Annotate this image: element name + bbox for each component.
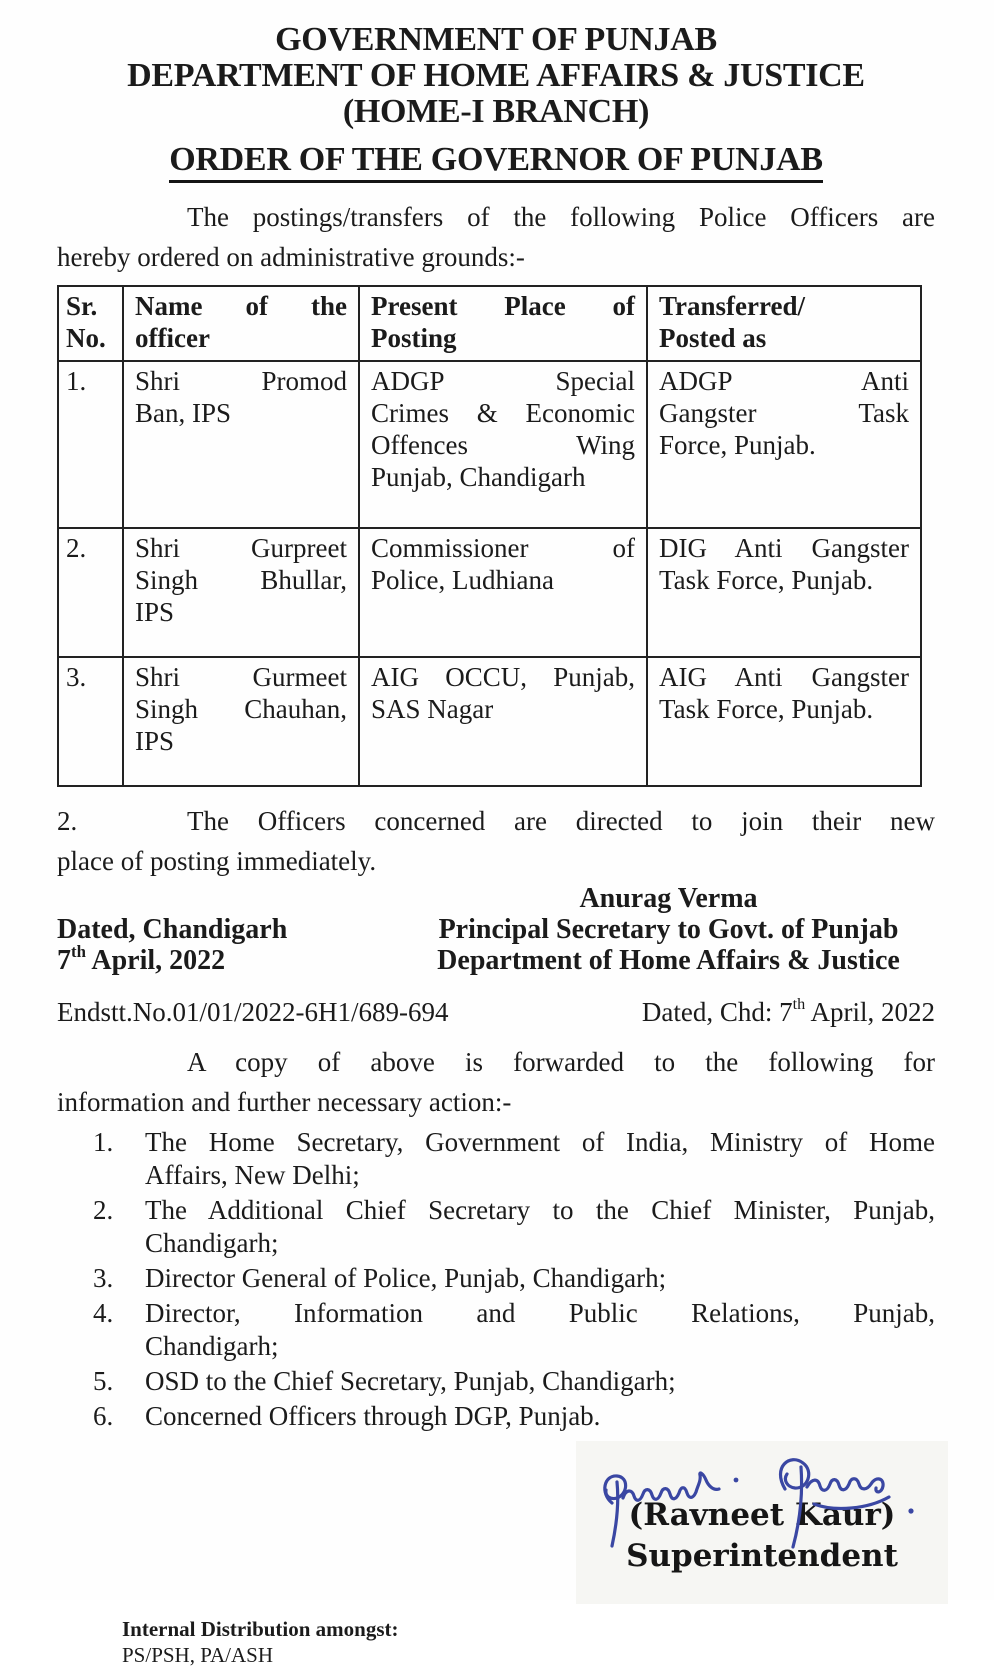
text-line: No. <box>66 323 106 353</box>
table-row <box>58 657 921 786</box>
footer-heading: Internal Distribution amongst: <box>122 1617 399 1641</box>
text-line: Singh Bhullar, <box>135 565 347 595</box>
text-line: Task Force, Punjab. <box>659 694 874 724</box>
item-text <box>145 1365 935 1398</box>
intro-paragraph <box>57 197 935 277</box>
cell-present-posting <box>359 361 647 528</box>
header-officer-name <box>123 286 359 361</box>
text-line: The Officers concerned are directed to join their new <box>187 806 935 836</box>
item-text <box>145 1297 935 1363</box>
text-line: The Home Secretary, Government of India, Ministry of Home <box>145 1127 935 1157</box>
text-line: The Additional Chief Secretary to the Chief Minister, Punjab, <box>145 1195 935 1225</box>
text-line: Singh Chauhan, <box>135 694 347 724</box>
distribution-item <box>57 1126 935 1192</box>
endorsement-date: Dated, Chd: 7th April, 2022 <box>641 995 935 1027</box>
text-line: place of posting immediately. <box>57 846 377 876</box>
paragraph-number: 2. <box>57 806 78 836</box>
text-line: Chandigarh; <box>145 1331 279 1361</box>
text-line: Posting <box>371 323 457 353</box>
signature-designation: Superintendent <box>626 1538 898 1574</box>
text-line: Force, Punjab. <box>659 430 816 460</box>
letterhead <box>57 22 935 130</box>
cell-present-posting <box>359 528 647 657</box>
text-line: ADGP Special <box>371 366 635 396</box>
text-line: AIG Anti Gangster <box>659 662 909 692</box>
cell-sr: 2. <box>58 528 123 657</box>
cell-officer-name <box>123 528 359 657</box>
text-line: IPS <box>135 726 175 756</box>
item-text <box>145 1126 935 1192</box>
item-text <box>145 1400 935 1433</box>
signatory-department: Department of Home Affairs & Justice <box>437 945 900 976</box>
item-text <box>145 1262 935 1295</box>
table-header-row <box>58 286 921 361</box>
text-line: OSD to the Chief Secretary, Punjab, Chandigarh; <box>145 1366 676 1396</box>
header-transferred <box>647 286 921 361</box>
text-line: hereby ordered on administrative grounds:- <box>57 242 525 272</box>
footer <box>122 1616 935 1668</box>
item-number: 2. <box>93 1195 114 1225</box>
signatory-name: Anurag Verma <box>579 883 758 914</box>
cell-officer-name <box>123 361 359 528</box>
distribution-item <box>57 1400 935 1433</box>
text-line: ADGP Anti <box>659 366 909 396</box>
distribution-item <box>57 1262 935 1295</box>
header-present-posting <box>359 286 647 361</box>
footer-text: PS/PSH, PA/ASH <box>122 1643 273 1667</box>
signature-image <box>576 1441 948 1604</box>
header-sr-no <box>58 286 123 361</box>
letterhead-line-government: GOVERNMENT OF PUNJAB <box>275 21 717 58</box>
text-line: Police, Ludhiana <box>371 565 554 595</box>
text-line: AIG OCCU, Punjab, <box>371 662 635 692</box>
text-line: Shri Promod <box>135 366 347 396</box>
text-line: Shri Gurmeet <box>135 662 347 692</box>
distribution-item <box>57 1297 935 1363</box>
text-line: Chandigarh; <box>145 1228 279 1258</box>
text-line: Gangster Task <box>659 398 909 428</box>
cell-sr: 1. <box>58 361 123 528</box>
order-heading-wrap <box>57 142 935 183</box>
table-row <box>58 528 921 657</box>
dated-block <box>57 914 287 976</box>
transfer-table <box>57 285 922 787</box>
table-row <box>58 361 921 528</box>
text-line: Concerned Officers through DGP, Punjab. <box>145 1401 601 1431</box>
text-line: Task Force, Punjab. <box>659 565 874 595</box>
cell-present-posting <box>359 657 647 786</box>
text-line: officer <box>135 323 210 353</box>
text-line: Director, Information and Public Relations, Punjab, <box>145 1298 935 1328</box>
text-line: The postings/transfers of the following Police Officers are <box>187 202 935 232</box>
text-line: A copy of above is forwarded to the following for <box>187 1047 935 1077</box>
letterhead-line-branch: (HOME-I BRANCH) <box>342 93 650 130</box>
cell-transferred <box>647 361 921 528</box>
item-text <box>145 1194 935 1260</box>
text-line: Sr. <box>66 291 98 321</box>
item-number: 5. <box>93 1366 114 1396</box>
text-line: information and further necessary action:- <box>57 1087 512 1117</box>
signature-name: (Ravneet Kaur) <box>628 1497 896 1533</box>
item-number: 3. <box>93 1263 114 1293</box>
copy-paragraph <box>57 1042 935 1122</box>
text-line: Present Place of <box>371 291 635 321</box>
distribution-list <box>57 1126 935 1433</box>
text-line: Crimes & Economic <box>371 398 635 428</box>
text-line: Commissioner of <box>371 533 635 563</box>
text-line: Affairs, New Delhi; <box>145 1160 360 1190</box>
item-number: 6. <box>93 1401 114 1431</box>
signatory-block <box>57 883 935 979</box>
text-line: Transferred/ <box>659 291 805 321</box>
text-line: Punjab, Chandigarh <box>371 462 586 492</box>
text-line: Director General of Police, Punjab, Chandigarh; <box>145 1263 667 1293</box>
item-number: 1. <box>93 1127 114 1157</box>
paragraph-2 <box>57 801 935 881</box>
item-number: 4. <box>93 1298 114 1328</box>
text-line: Ban, IPS <box>135 398 232 428</box>
signature-ink <box>590 1447 930 1552</box>
letterhead-line-department: DEPARTMENT OF HOME AFFAIRS & JUSTICE <box>127 57 865 94</box>
text-line: Offences Wing <box>371 430 635 460</box>
distribution-item <box>57 1365 935 1398</box>
text-line: IPS <box>135 597 175 627</box>
order-heading: ORDER OF THE GOVERNOR OF PUNJAB <box>169 142 822 183</box>
cell-sr: 3. <box>58 657 123 786</box>
text-line: SAS Nagar <box>371 694 494 724</box>
distribution-item <box>57 1194 935 1260</box>
text-line: Name of the <box>135 291 347 321</box>
dated-place: Dated, Chandigarh <box>57 914 288 945</box>
endorsement-number: Endstt.No.01/01/2022-6H1/689-694 <box>57 997 449 1027</box>
cell-transferred <box>647 657 921 786</box>
paragraph-2-text <box>57 801 935 881</box>
text-line: Posted as <box>659 323 767 353</box>
dated-date: 7th April, 2022 <box>57 941 226 976</box>
cell-transferred <box>647 528 921 657</box>
cell-officer-name <box>123 657 359 786</box>
endorsement-line <box>57 992 935 1032</box>
signatory-designation: Principal Secretary to Govt. of Punjab <box>438 914 899 945</box>
text-line: DIG Anti Gangster <box>659 533 909 563</box>
signatory-identity <box>402 883 935 976</box>
text-line: Shri Gurpreet <box>135 533 347 563</box>
